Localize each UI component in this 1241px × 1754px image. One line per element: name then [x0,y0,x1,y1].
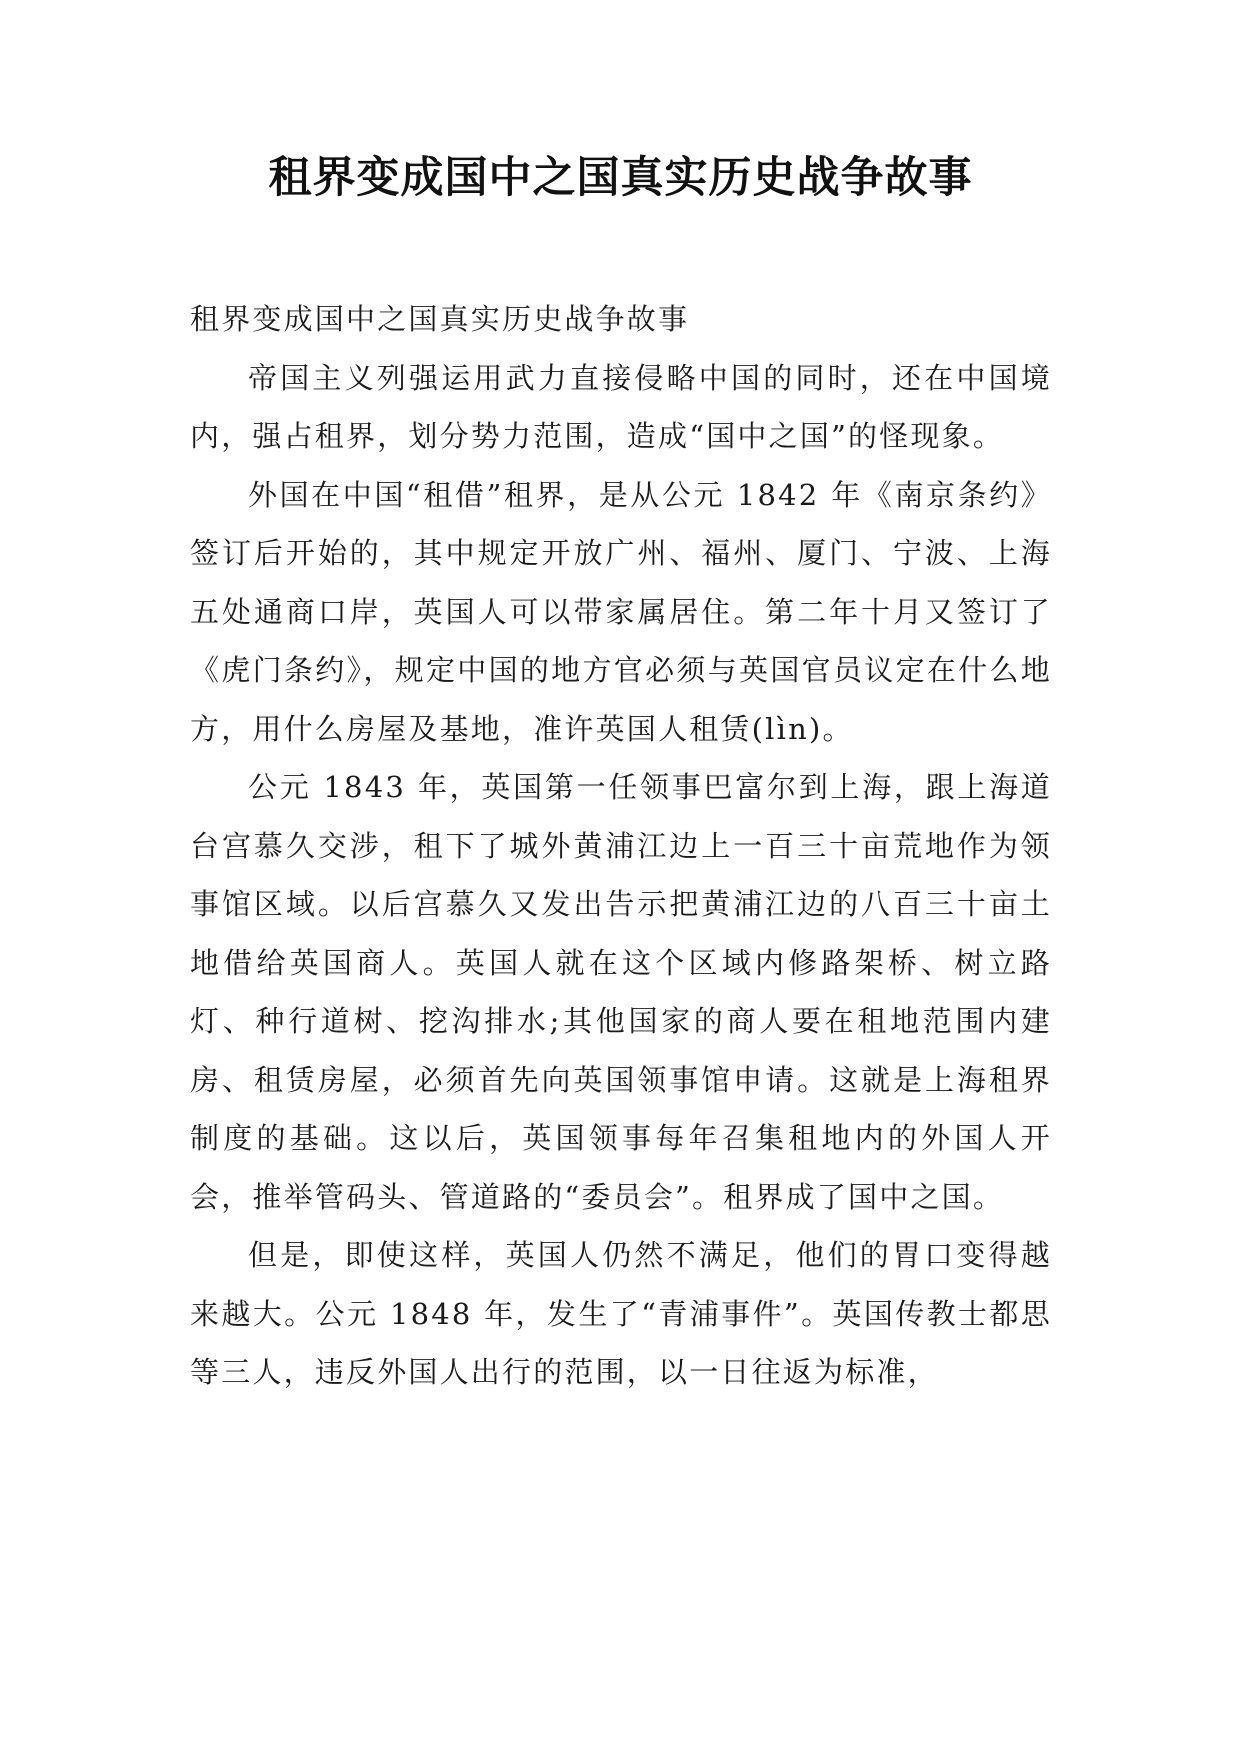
document-body [190,290,1052,1402]
paragraph-1: 帝国主义列强运用武力直接侵略中国的同时，还在中国境内，强占租界，划分势力范围，造成“国中之国”的怪现象。 [190,360,1052,453]
document-title: 租界变成国中之国真实历史战争故事 [268,153,973,203]
subtitle-line: 租界变成国中之国真实历史战争故事 [190,302,690,336]
paragraph-3: 公元 1843 年，英国第一任领事巴富尔到上海，跟上海道台宫慕久交涉，租下了城外黄浦江边上一百三十亩荒地作为领事馆区域。以后宫慕久又发出告示把黄浦江边的八百三十亩土地借给英国商人。英国人就在这个区域内修路架桥、树立路灯、种行道树、挖沟排水;其他国家的商人要在租地范围内建房、租赁房屋，必须首先向英国领事馆申请。这就是上海租界制度的基础。这以后，英国领事每年召集租地内的外国人开会，推举管码头、管道路的“委员会”。租界成了国中之国。 [190,770,1052,1214]
paragraph-4: 但是，即使这样，英国人仍然不满足，他们的胃口变得越来越大。公元 1848 年，发生了“青浦事件”。英国传教士都思等三人，违反外国人出行的范围，以一日往返为标准， [190,1238,1052,1389]
paragraph-2: 外国在中国“租借”租界，是从公元 1842 年《南京条约》签订后开始的，其中规定开放广州、福州、厦门、宁波、上海五处通商口岸，英国人可以带家属居住。第二年十月又签订了《虎门条约》，规定中国的地方官必须与英国官员议定在什么地方，用什么房屋及基地，准许英国人租赁(lìn)。 [190,477,1052,746]
